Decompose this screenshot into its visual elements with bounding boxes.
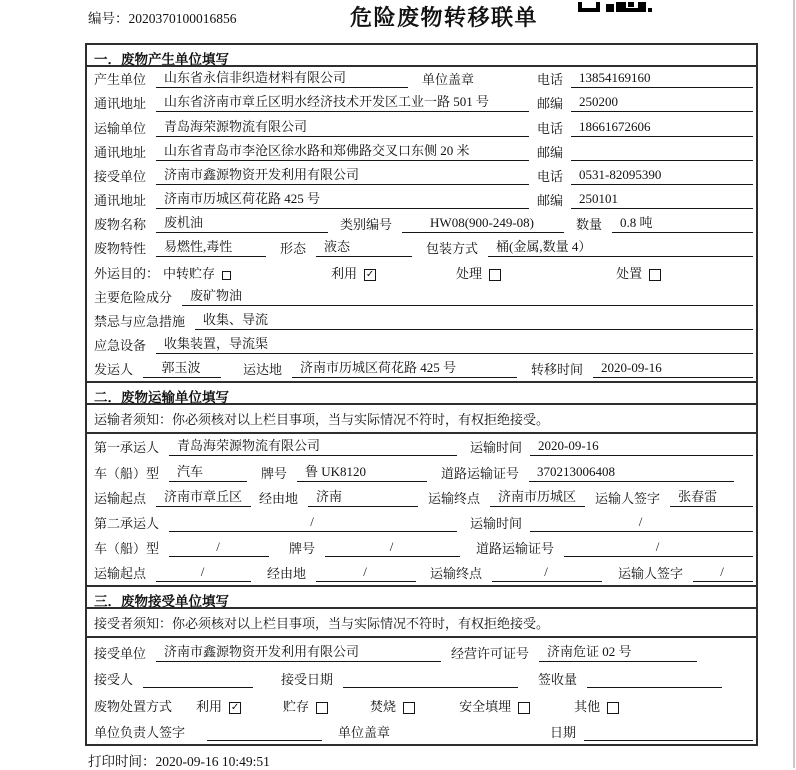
transport-time-label: 运输时间: [470, 515, 523, 531]
transport-time-value: 2020-09-16: [530, 438, 753, 456]
waste-form-value: 液态: [316, 236, 412, 257]
receiver-zip-value: 250101: [571, 191, 753, 209]
destination-label: 运达地: [243, 362, 283, 378]
phone-label: 电话: [537, 120, 564, 136]
zip-label: 邮编: [537, 144, 564, 160]
option-transfer-storage: [163, 263, 231, 282]
emergency-equipment-value: 收集装置，导流渠: [156, 333, 753, 354]
first-carrier-value: 青岛海荣源物流有限公司: [169, 435, 457, 456]
accept-unit-value: 济南市鑫源物资开发利用有限公司: [156, 641, 441, 662]
manifest-form: [85, 43, 758, 746]
dispatch-row: [87, 357, 756, 381]
option-utilize: [331, 263, 376, 282]
route-end-value-2: /: [492, 564, 602, 582]
producer-zip-group: [537, 93, 753, 112]
route-via-label: 经由地: [267, 566, 307, 582]
option-label: 中转贮存: [163, 265, 216, 281]
road-cert-label: 道路运输证号: [441, 465, 520, 481]
waste-code-value: HW08(900-249-08): [402, 215, 564, 233]
receiver-label: 接受单位: [94, 168, 147, 184]
transporter-phone-group: [537, 118, 753, 137]
second-carrier-value: /: [169, 514, 457, 532]
receiver-zip-group: [537, 190, 753, 209]
emergency-equipment-row: [87, 333, 756, 357]
print-time: [88, 750, 270, 770]
plate-label: 牌号: [289, 541, 316, 557]
producer-phone-group: [537, 69, 753, 88]
phone-label: 电话: [537, 72, 564, 88]
transporter-label: 运输单位: [94, 120, 147, 136]
vehicle-row-2: [87, 535, 756, 560]
check-mark: ✓: [230, 701, 240, 713]
checkbox-treat: [489, 269, 501, 281]
doc-number-label: 编号：: [88, 11, 129, 26]
route-end-label: 运输终点: [430, 566, 483, 582]
checkbox-landfill: [518, 702, 530, 714]
transporter-zip-value: [571, 159, 753, 161]
producer-label: 产生单位: [94, 72, 147, 88]
accept-date-value: [343, 686, 518, 688]
transporter-notice: 运输者须知：你必须核对以上栏目事项，当与实际情况不符时，有权拒绝接受。: [87, 405, 756, 434]
transporter-phone-value: 18661672606: [571, 119, 753, 137]
option-label: 其他: [574, 698, 601, 714]
plate-value-2: /: [325, 539, 460, 557]
transporter-address-row: [87, 140, 756, 164]
zip-label: 邮编: [537, 96, 564, 112]
option-label: 利用: [331, 265, 358, 281]
print-time-label: 打印时间：: [88, 754, 156, 769]
route-via-value: 济南: [308, 486, 418, 507]
accept-date-label: 接受日期: [281, 672, 334, 688]
plate-value: 鲁 UK8120: [297, 461, 427, 482]
checkbox-incinerate: [403, 702, 415, 714]
hazard-component-row: [87, 285, 756, 309]
address-label: 通讯地址: [94, 96, 147, 112]
transport-time-value-2: /: [530, 514, 753, 532]
sign-date-group: [550, 722, 753, 741]
receipt-qty-label: 签收量: [538, 672, 578, 688]
waste-character-value: 易燃性,毒性: [156, 236, 266, 257]
accept-unit-label: 接受单位: [94, 645, 147, 661]
zip-label: 邮编: [537, 193, 564, 209]
road-cert-value-2: /: [564, 539, 753, 557]
checkbox-store: [316, 702, 328, 714]
transport-time-group-2: [470, 513, 753, 532]
dispatcher-label: 发运人: [94, 362, 134, 378]
section1-header: 一．废物产生单位填写: [87, 45, 756, 67]
responsible-sign-label: 单位负责人签字: [94, 725, 186, 741]
transporter-row: [87, 115, 756, 139]
road-cert-value: 370213006408: [529, 464, 734, 482]
producer-row: [87, 67, 756, 91]
waste-qty-value: 0.8 吨: [612, 212, 753, 233]
transporter-zip-group: [537, 142, 753, 161]
road-cert-label: 道路运输证号: [476, 541, 555, 557]
transport-time-label: 运输时间: [470, 440, 523, 456]
carrier-sign-label: 运输人签字: [595, 490, 661, 506]
plate-label: 牌号: [261, 465, 288, 481]
address-label: 通讯地址: [94, 144, 147, 160]
option-incinerate: [370, 696, 415, 715]
taboo-measures-row: [87, 309, 756, 333]
producer-value: 山东省永信非织造材料有限公司: [156, 67, 408, 88]
option-disposal-utilize: [196, 696, 241, 715]
route-via-value-2: /: [316, 564, 416, 582]
page-edge-line: [793, 0, 795, 768]
producer-zip-value: 250200: [571, 94, 753, 112]
option-other: [574, 696, 619, 715]
unit-seal-label: 单位盖章: [338, 725, 391, 741]
accept-unit-row: [87, 638, 756, 664]
receiver-notice: 接受者须知：你必须核对以上栏目事项，当与实际情况不符时，有权拒绝接受。: [87, 609, 756, 638]
destination-value: 济南市历城区荷花路 425 号: [292, 357, 517, 378]
option-label: 处置: [616, 265, 643, 281]
carrier-sign-value-2: /: [693, 564, 753, 582]
transporter-value: 青岛海荣源物流有限公司: [156, 116, 529, 137]
option-label: 利用: [196, 698, 223, 714]
receipt-qty-value: [587, 686, 722, 688]
receiver-address-row: [87, 188, 756, 212]
transport-time-group: [470, 437, 753, 456]
vehicle-type-label: 车（船）型: [94, 465, 160, 481]
acceptor-label: 接受人: [94, 672, 134, 688]
receiver-row: [87, 164, 756, 188]
packing-value: 桶(金属,数量 4）: [488, 236, 753, 257]
packing-label: 包装方式: [426, 241, 479, 257]
route-start-value-2: /: [156, 564, 251, 582]
page-title: 危险废物转移联单: [349, 5, 538, 30]
waste-name-value: 废机油: [156, 212, 328, 233]
disposal-method-row: [87, 691, 756, 717]
route-row-2: [87, 560, 756, 585]
vehicle-type-value: 汽车: [169, 461, 247, 482]
waste-name-row: [87, 212, 756, 236]
checkbox-transfer-storage: [222, 271, 231, 280]
checkbox-utilize: [364, 269, 376, 281]
route-end-value: 济南市历城区: [490, 486, 585, 507]
receiver-address-value: 济南市历城区荷花路 425 号: [156, 188, 529, 209]
first-carrier-row: [87, 434, 756, 459]
option-label: 焚烧: [370, 698, 397, 714]
checkbox-disposal-utilize: [229, 702, 241, 714]
first-carrier-label: 第一承运人: [94, 440, 160, 456]
sign-date-value: [584, 739, 753, 741]
option-label: 处理: [456, 265, 483, 281]
route-row-1: [87, 485, 756, 510]
transfer-purpose-label: 外运目的：: [94, 265, 160, 281]
address-label: 通讯地址: [94, 193, 147, 209]
receiver-value: 济南市鑫源物资开发利用有限公司: [156, 164, 529, 185]
checkbox-other: [607, 702, 619, 714]
section2-header: 二．废物运输单位填写: [87, 381, 756, 405]
second-carrier-row: [87, 510, 756, 535]
receiver-phone-group: [537, 166, 753, 185]
vehicle-type-label: 车（船）型: [94, 541, 160, 557]
waste-form-label: 形态: [280, 241, 307, 257]
date-label: 日期: [550, 725, 577, 741]
qr-code-fragment-svg: [578, 2, 652, 12]
transporter-address-value: 山东省青岛市李沧区徐水路和郑佛路交叉口东侧 20 米: [156, 140, 529, 161]
waste-name-label: 废物名称: [94, 217, 147, 233]
check-mark: ✓: [365, 268, 375, 280]
option-landfill: [459, 696, 530, 715]
route-end-label: 运输终点: [428, 490, 481, 506]
acceptor-value: [143, 686, 253, 688]
license-value: 济南危证 02 号: [539, 641, 697, 662]
transfer-time-label: 转移时间: [531, 362, 584, 378]
responsible-sign-value: [207, 739, 322, 741]
disposal-method-label: 废物处置方式: [94, 698, 173, 714]
waste-character-row: [87, 236, 756, 260]
option-label: 贮存: [283, 698, 310, 714]
hazard-component-label: 主要危险成分: [94, 289, 173, 305]
signature-row: [87, 718, 756, 744]
second-carrier-label: 第二承运人: [94, 515, 160, 531]
unit-seal-label: 单位盖章: [422, 72, 475, 88]
taboo-measures-label: 禁忌与应急措施: [94, 313, 186, 329]
option-store: [283, 696, 328, 715]
transfer-purpose-row: [87, 260, 756, 284]
option-dispose: [616, 263, 661, 282]
route-start-value: 济南市章丘区: [156, 486, 251, 507]
receiver-phone-value: 0531-82095390: [571, 167, 753, 185]
acceptor-row: [87, 665, 756, 691]
waste-character-label: 废物特性: [94, 241, 147, 257]
option-treat: [456, 263, 501, 282]
producer-address-value: 山东省济南市章丘区明水经济技术开发区工业一路 501 号: [156, 91, 529, 112]
license-label: 经营许可证号: [451, 645, 530, 661]
taboo-measures-value: 收集、导流: [195, 309, 753, 330]
qr-code-fragment: [578, 0, 652, 16]
carrier-sign-value: 张春雷: [670, 486, 753, 507]
route-start-label: 运输起点: [94, 490, 147, 506]
emergency-equipment-label: 应急设备: [94, 338, 147, 354]
print-time-value: 2020-09-16 10:49:51: [155, 754, 270, 769]
transfer-time-value: 2020-09-16: [593, 360, 753, 378]
route-start-label: 运输起点: [94, 566, 147, 582]
section3-header: 三．废物接受单位填写: [87, 585, 756, 609]
route-via-label: 经由地: [259, 490, 299, 506]
phone-label: 电话: [537, 168, 564, 184]
checkbox-dispose: [649, 269, 661, 281]
vehicle-row-1: [87, 459, 756, 484]
producer-address-row: [87, 91, 756, 115]
vehicle-type-value-2: /: [169, 539, 269, 557]
option-label: 安全填埋: [459, 698, 512, 714]
doc-number-value: 2020370100016856: [128, 11, 237, 26]
hazard-component-value: 废矿物油: [182, 285, 753, 306]
carrier-sign-label: 运输人签字: [618, 566, 684, 582]
waste-qty-label: 数量: [576, 217, 603, 233]
dispatcher-value: 郭玉波: [143, 357, 221, 378]
waste-code-label: 类别编号: [340, 217, 393, 233]
producer-phone-value: 13854169160: [571, 70, 753, 88]
